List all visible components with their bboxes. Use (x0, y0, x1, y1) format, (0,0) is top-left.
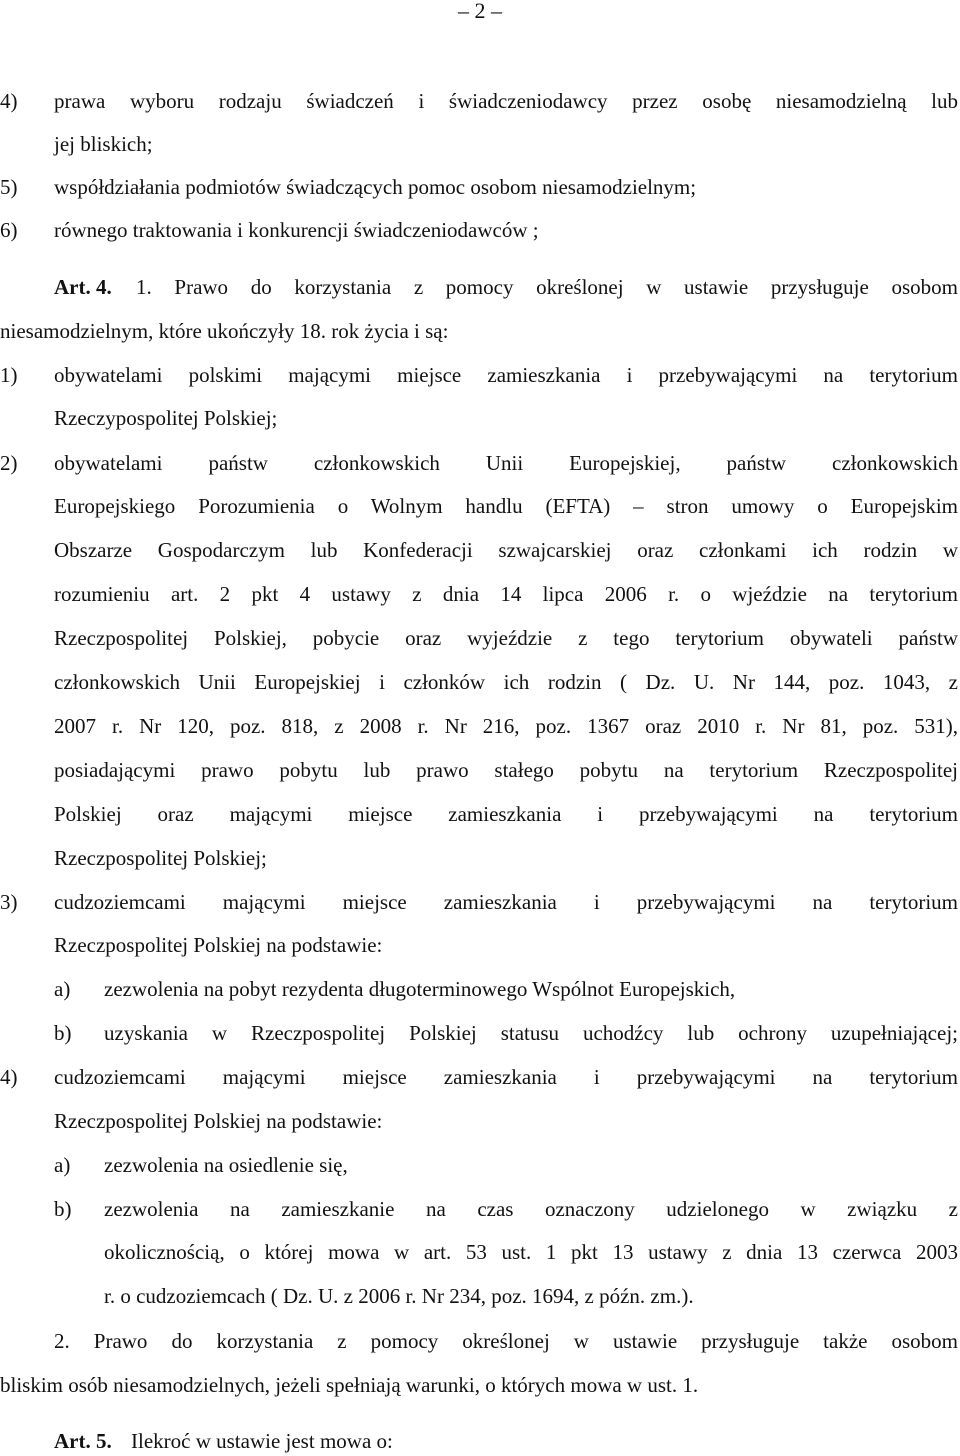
sub-list-item (0, 1237, 960, 1267)
line-text: r. o cudzoziemcach ( Dz. U. z 2006 r. Nr 234, poz. 1694, z późn. zm.). (104, 1284, 694, 1308)
line-text: Rzeczpospolitej Polskiej na podstawie: (54, 1109, 383, 1133)
line-text: równego traktowania i konkurencji świadczeniodawców ; (54, 218, 539, 242)
list-number: 4) (0, 89, 18, 113)
line-text: niesamodzielnym, które ukończyły 18. rok życia i są: (0, 319, 449, 343)
list-item (0, 491, 960, 521)
line-text: bliskim osób niesamodzielnych, jeżeli spełniają warunki, o których mowa w ust. 1. (0, 1373, 699, 1397)
list-item (0, 579, 960, 609)
line-text: Rzeczpospolitej Polskiej na podstawie: (54, 933, 383, 957)
article-paragraph (0, 272, 960, 302)
line-text: Rzeczpospolitej Polskiej; (54, 846, 267, 870)
paragraph (0, 1326, 960, 1356)
article-label: Art. 5. (54, 1429, 112, 1453)
list-number: 3) (0, 890, 18, 914)
line-text: obywatelami państw członkowskich Unii Europejskiej, państw członkowskich (54, 451, 958, 475)
sub-list-letter: b) (54, 1021, 72, 1045)
line-text: Obszarze Gospodarczym lub Konfederacji szwajcarskiej oraz członkami ich rodzin w (54, 538, 958, 562)
line-text: zezwolenia na osiedlenie się, (104, 1153, 348, 1177)
line-text: zezwolenia na zamieszkanie na czas oznaczony udzielonego w związku z (104, 1197, 958, 1221)
sub-list-item (0, 1018, 960, 1048)
list-item (0, 1062, 960, 1092)
list-item (0, 843, 960, 873)
sub-list-item (0, 1194, 960, 1224)
sub-list-letter: a) (54, 977, 71, 1001)
list-number: 5) (0, 175, 18, 199)
list-item (0, 1106, 960, 1136)
line-text: 2. Prawo do korzystania z pomocy określonej w ustawie przysługuje także osobom (54, 1329, 958, 1353)
sub-list-item (0, 1281, 960, 1311)
list-item (0, 930, 960, 960)
line-text: posiadającymi prawo pobytu lub prawo stałego pobytu na terytorium Rzeczpospolitej (54, 758, 958, 782)
line-text: jej bliskich; (54, 132, 153, 156)
list-number: 2) (0, 451, 18, 475)
line-text: Rzeczypospolitej Polskiej; (54, 406, 278, 430)
list-item (0, 129, 960, 159)
list-item (0, 316, 960, 346)
list-item (0, 799, 960, 829)
sub-list-item (0, 974, 960, 1004)
list-item (0, 86, 960, 116)
line-text: Ilekroć w ustawie jest mowa o: (131, 1429, 393, 1453)
list-number: 1) (0, 363, 18, 387)
line-text: 1. Prawo do korzystania z pomocy określonej w ustawie przysługuje osobom (136, 275, 958, 299)
line-text: członkowskich Unii Europejskiej i członków ich rodzin ( Dz. U. Nr 144, poz. 1043, z (54, 670, 958, 694)
list-item (0, 711, 960, 741)
article-label: Art. 4. (54, 275, 112, 299)
line-text: rozumieniu art. 2 pkt 4 ustawy z dnia 14 lipca 2006 r. o wjeździe na terytorium (54, 582, 958, 606)
sub-list-letter: b) (54, 1197, 72, 1221)
line-text: okolicznością, o której mowa w art. 53 ust. 1 pkt 13 ustawy z dnia 13 czerwca 2003 (104, 1240, 958, 1264)
list-item (0, 172, 960, 202)
list-item (0, 623, 960, 653)
list-item (0, 403, 960, 433)
line-text: obywatelami polskimi mającymi miejsce zamieszkania i przebywającymi na terytorium (54, 363, 958, 387)
line-text: współdziałania podmiotów świadczących pomoc osobom niesamodzielnym; (54, 175, 697, 199)
line-text: cudzoziemcami mającymi miejsce zamieszkania i przebywającymi na terytorium (54, 1065, 958, 1089)
list-item (0, 448, 960, 478)
list-number: 6) (0, 218, 18, 242)
line-text: Rzeczpospolitej Polskiej, pobycie oraz wyjeździe z tego terytorium obywateli państw (54, 626, 958, 650)
page-number: – 2 – (458, 0, 502, 23)
line-text: prawa wyboru rodzaju świadczeń i świadczeniodawcy przez osobę niesamodzielną lub (54, 89, 958, 113)
list-item (0, 535, 960, 565)
list-item (0, 215, 960, 245)
line-text: uzyskania w Rzeczpospolitej Polskiej statusu uchodźcy lub ochrony uzupełniającej; (104, 1021, 958, 1045)
line-text: zezwolenia na pobyt rezydenta długoterminowego Wspólnot Europejskich, (104, 977, 736, 1001)
paragraph (0, 1370, 960, 1400)
sub-list-item (0, 1150, 960, 1180)
article-paragraph (0, 1426, 960, 1456)
list-item (0, 755, 960, 785)
line-text: Europejskiego Porozumienia o Wolnym handlu (EFTA) – stron umowy o Europejskim (54, 494, 958, 518)
line-text: cudzoziemcami mającymi miejsce zamieszkania i przebywającymi na terytorium (54, 890, 958, 914)
sub-list-letter: a) (54, 1153, 71, 1177)
list-item (0, 667, 960, 697)
list-number: 4) (0, 1065, 18, 1089)
line-text: Polskiej oraz mającymi miejsce zamieszkania i przebywającymi na terytorium (54, 802, 958, 826)
list-item (0, 887, 960, 917)
list-item (0, 360, 960, 390)
line-text: 2007 r. Nr 120, poz. 818, z 2008 r. Nr 216, poz. 1367 oraz 2010 r. Nr 81, poz. 531), (54, 714, 958, 738)
